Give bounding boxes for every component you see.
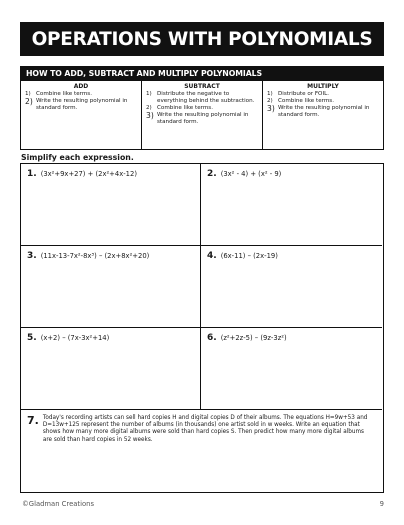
problem-2-box[interactable] [201, 164, 382, 246]
problem-1-box[interactable] [21, 164, 201, 246]
problem-number: 2. [207, 169, 217, 179]
howto-heading: HOW TO ADD, SUBTRACT AND MULTIPLY POLYNOMIALS [21, 67, 383, 81]
subtract-column [141, 81, 262, 149]
problem-expression: (11x-13-7x²-8x³) – (2x+8x²+20) [40, 252, 150, 260]
problem-expression: (3x² - 4) + (x² - 9) [220, 170, 282, 178]
problem-expression: (6x-11) – (2x-19) [220, 252, 278, 260]
problem-4-box[interactable] [201, 246, 382, 328]
page-number: 9 [379, 500, 384, 508]
multiply-step-3: 3) Write the resulting polynomial in standard form. [267, 104, 370, 119]
problem-number: 6. [207, 333, 217, 343]
problem-number: 7. [27, 414, 39, 427]
problem-grid [20, 163, 384, 493]
problem-number: 3. [27, 251, 37, 261]
subtract-step-2: 2) Combine like terms. [146, 105, 213, 112]
add-column [21, 81, 141, 149]
page-title: OPERATIONS WITH POLYNOMIALS [20, 22, 384, 56]
howto-box [20, 66, 384, 150]
add-column-label: ADD [73, 83, 89, 90]
multiply-step-1: 1) Distribute or FOIL. [267, 91, 329, 98]
problem-number: 4. [207, 251, 217, 261]
problem-5-box[interactable] [21, 328, 201, 410]
problem-3-box[interactable] [21, 246, 201, 328]
problem-7-box[interactable] [21, 410, 382, 491]
add-step-2: 2) Write the resulting polynomial in standard form. [25, 97, 128, 112]
copyright: ©Gladman Creations [22, 500, 94, 508]
add-step-1: 1) Combine like terms. [25, 91, 92, 98]
problem-number: 1. [27, 169, 37, 179]
problem-6-box[interactable] [201, 328, 382, 410]
instructions: Simplify each expression. [21, 153, 134, 162]
problem-expression: (3x²+9x+27) + (2x²+4x-12) [40, 170, 137, 178]
subtract-column-label: SUBTRACT [184, 83, 220, 90]
word-problem-text: Today's recording artists can sell hard copies H and digital copies D of their albums. The equations H=9w+53 and D=13w+125 represent the number of albums (in thousands) one artist sold in w weeks. Write an equation that shows how many more digital albums were sold than hard copies S. Then predict how many more digital albums are sold than hard copies in 52 weeks. [42, 415, 368, 443]
subtract-step-3: 3) Write the resulting polynomial in standard form. [146, 111, 249, 126]
multiply-column-label: MULTIPLY [307, 83, 339, 90]
multiply-column [262, 81, 383, 149]
problem-expression: (z²+2z-5) – (9z-3z²) [220, 334, 287, 342]
subtract-step-1: 1) Distribute the negative to everything behind the subtraction. [146, 91, 255, 105]
multiply-step-2: 2) Combine like terms. [267, 98, 334, 105]
problem-expression: (x+2) – (7x-3x²+14) [40, 334, 110, 342]
problem-number: 5. [27, 333, 37, 343]
